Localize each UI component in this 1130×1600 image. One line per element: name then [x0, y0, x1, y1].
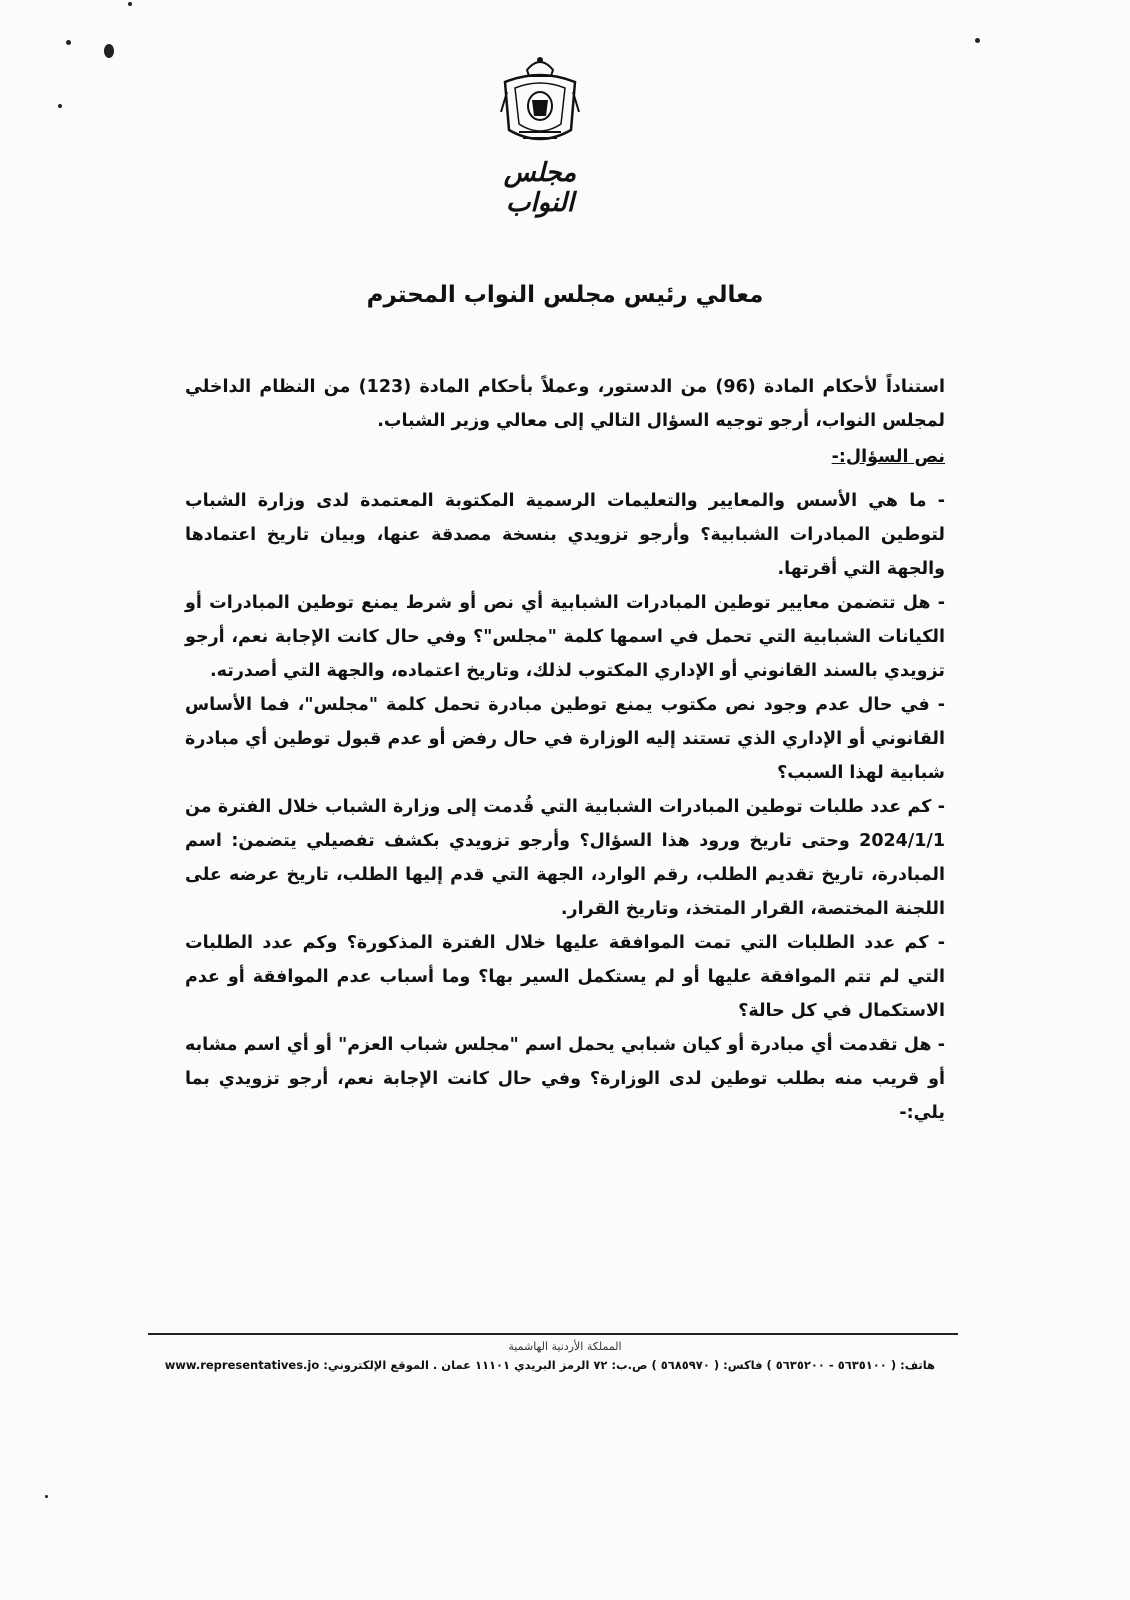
scan-speck: [66, 40, 71, 45]
letter-body: [185, 370, 945, 1130]
question-item: - هل تتضمن معايير توطين المبادرات الشبابية أي نص أو شرط يمنع توطين المبادرات أو الكيانات الشبابية التي تحمل في اسمها كلمة "مجلس"؟ وفي حال كانت الإجابة نعم، أرجو تزويدي بالسند القانوني أو الإداري المكتوب لذلك، وتاريخ اعتماده، والجهة التي أصدرته.: [185, 593, 945, 681]
question-heading: نص السؤال:-: [831, 447, 945, 467]
scan-speck: [104, 44, 114, 58]
chamber-name: مجلس النواب: [503, 158, 577, 218]
footer-divider: [148, 1333, 958, 1335]
footer-seal: المملكة الأردنية الهاشمية: [508, 1340, 622, 1353]
scan-speck: [58, 104, 62, 108]
question-item: - في حال عدم وجود نص مكتوب يمنع توطين مبادرة تحمل كلمة "مجلس"، فما الأساس القانوني أو الإداري الذي تستند إليه الوزارة في حال رفض أو عدم قبول توطين أي مبادرة شبابية لهذا السبب؟: [185, 695, 945, 783]
question-item: - كم عدد طلبات توطين المبادرات الشبابية التي قُدمت إلى وزارة الشباب خلال الفترة من 2024/1/1 وحتى تاريخ ورود هذا السؤال؟ وأرجو تزويدي بكشف تفصيلي يتضمن: اسم المبادرة، تاريخ تقديم الطلب، رقم الوارد، الجهة التي قدم إليها الطلب، تاريخ عرضه على اللجنة المختصة، القرار المتخذ، وتاريخ القرار.: [185, 797, 945, 919]
question-item: - كم عدد الطلبات التي تمت الموافقة عليها خلال الفترة المذكورة؟ وكم عدد الطلبات التي لم تتم الموافقة عليها أو لم يستكمل السير بها؟ وما أسباب عدم الموافقة أو عدم الاستكمال في كل حالة؟: [185, 933, 945, 1021]
addressee-heading: معالي رئيس مجلس النواب المحترم: [366, 282, 764, 308]
jordan-coat-of-arms-icon: [497, 52, 583, 152]
question-item: - هل تقدمت أي مبادرة أو كيان شبابي يحمل اسم "مجلس شباب العزم" أو أي اسم مشابه أو قريب منه بطلب توطين لدى الوزارة؟ وفي حال كانت الإجابة نعم، أرجو تزويدي بما يلي:-: [185, 1035, 945, 1123]
scan-speck: [128, 2, 132, 6]
scan-speck: [975, 38, 980, 43]
question-item: - ما هي الأسس والمعايير والتعليمات الرسمية المكتوبة المعتمدة لدى وزارة الشباب لتوطين المبادرات الشبابية؟ وأرجو تزويدي بنسخة مصدقة عنها، وبيان تاريخ اعتمادها والجهة التي أقرتها.: [185, 491, 945, 579]
scan-speck: [45, 1495, 48, 1498]
intro-paragraph: استناداً لأحكام المادة (96) من الدستور، وعملاً بأحكام المادة (123) من النظام الداخلي لمجلس النواب، أرجو توجيه السؤال التالي إلى معالي وزير الشباب.: [185, 377, 945, 431]
footer-contact-line: هاتف: ( ٥٦٣٥١٠٠ - ٥٦٣٥٢٠٠ ) فاكس: ( ٥٦٨٥٩٧٠ ) ص.ب: ٧٢ الرمز البريدي ١١١٠١ عمان . الموقع الإلكتروني: www.representatives.jo: [164, 1358, 935, 1372]
